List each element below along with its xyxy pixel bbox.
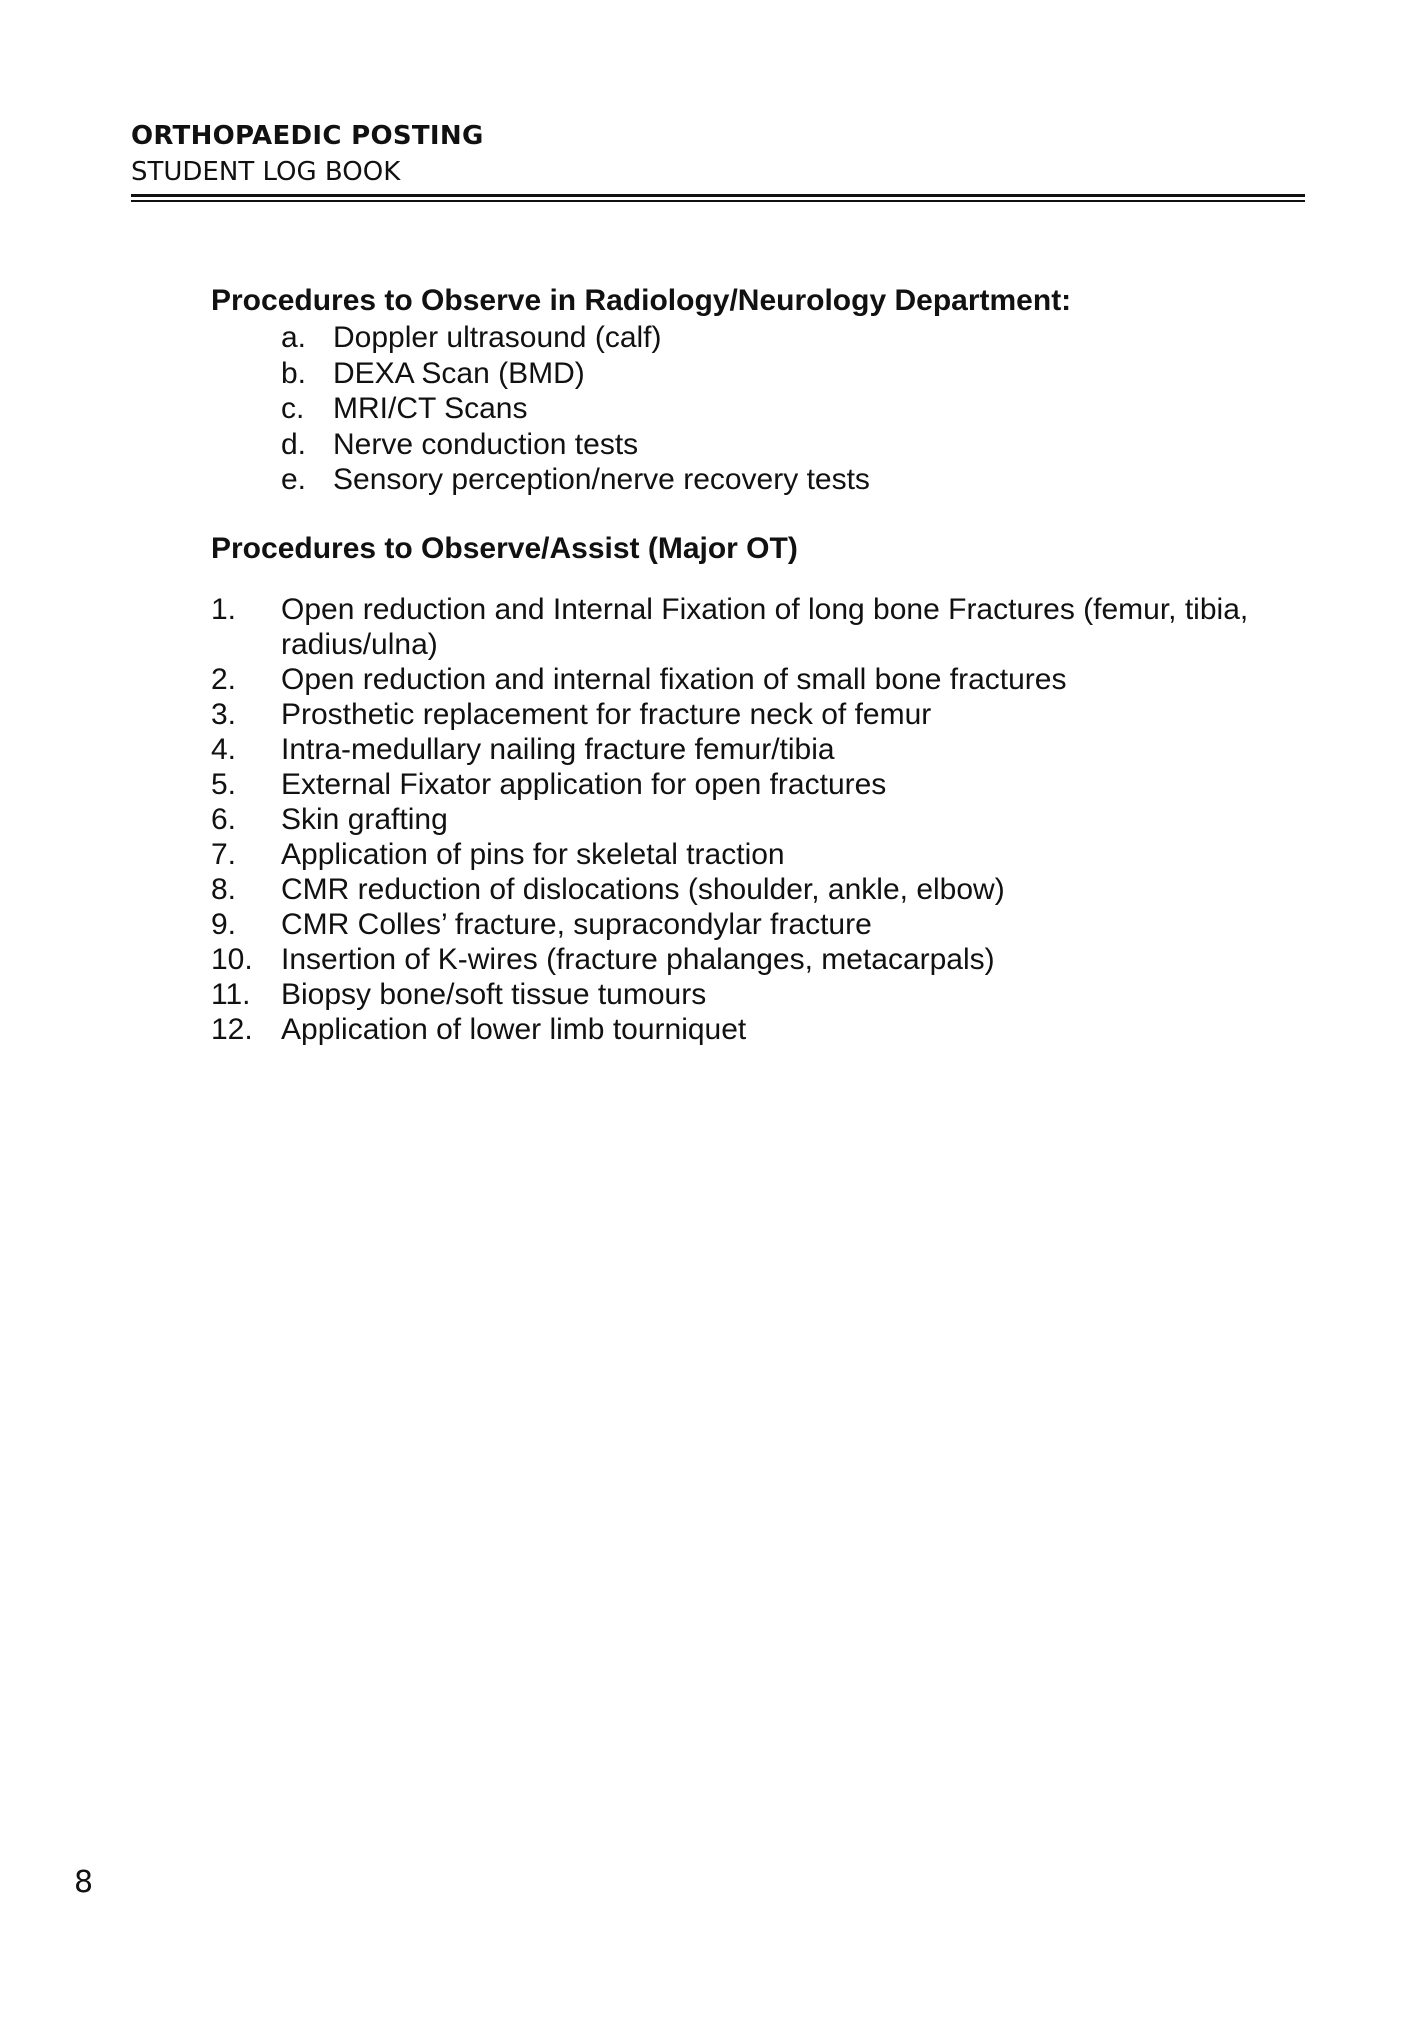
list-marker: 4.: [211, 732, 237, 766]
list-item-text: Doppler ultrasound (calf): [333, 321, 662, 354]
list-item: [281, 320, 1311, 356]
list-item: [211, 907, 1311, 942]
list-item: [211, 872, 1311, 907]
list-item: [211, 697, 1311, 732]
list-marker: c.: [281, 392, 305, 425]
list-marker: 7.: [211, 837, 237, 871]
list-marker: 5.: [211, 767, 237, 801]
header-title: ORTHOPAEDIC POSTING: [131, 121, 484, 151]
header-rule-thick: [131, 194, 1305, 197]
list-marker: 8.: [211, 872, 237, 906]
major-ot-procedure-list: [211, 592, 1311, 1047]
list-marker: 1.: [211, 592, 237, 626]
page-content: [211, 282, 1311, 1047]
list-item-text: Skin grafting: [281, 802, 448, 836]
list-item: [211, 732, 1311, 767]
list-item-text: Application of pins for skeletal traction: [281, 837, 785, 871]
list-marker: 2.: [211, 662, 237, 696]
list-item-text: Insertion of K-wires (fracture phalanges, metacarpals): [281, 942, 995, 976]
list-item: [211, 942, 1311, 977]
list-marker: 3.: [211, 697, 237, 731]
list-item-text: Intra-medullary nailing fracture femur/tibia: [281, 732, 835, 766]
list-item: [281, 391, 1311, 427]
list-marker: 12.: [211, 1012, 253, 1046]
list-item-text: Biopsy bone/soft tissue tumours: [281, 977, 707, 1011]
list-item: [281, 356, 1311, 392]
major-ot-section-heading: Procedures to Observe/Assist (Major OT): [211, 531, 798, 565]
list-item: [281, 462, 1311, 498]
list-item: [211, 802, 1311, 837]
list-marker: d.: [281, 427, 307, 461]
list-item-text: Open reduction and Internal Fixation of long bone Fractures (femur, tibia, radius/ulna): [281, 592, 1249, 661]
radiology-section-heading: Procedures to Observe in Radiology/Neurology Department:: [211, 284, 1072, 317]
list-marker: 11.: [211, 977, 251, 1011]
list-item-text: Sensory perception/nerve recovery tests: [333, 463, 870, 496]
page-header: [131, 118, 1305, 202]
list-item: [211, 767, 1311, 802]
header-rule-thin: [131, 200, 1305, 202]
list-item-text: Application of lower limb tourniquet: [281, 1012, 747, 1046]
list-marker: 6.: [211, 802, 237, 836]
list-item: [211, 837, 1311, 872]
list-item-text: Open reduction and internal fixation of small bone fractures: [281, 662, 1067, 696]
list-item-text: CMR Colles’ fracture, supracondylar fracture: [281, 907, 872, 941]
list-item-text: Prosthetic replacement for fracture neck of femur: [281, 697, 932, 731]
section-spacer: [211, 498, 1311, 530]
list-item: [211, 1012, 1311, 1047]
list-item-text: MRI/CT Scans: [333, 392, 528, 425]
list-item-text: CMR reduction of dislocations (shoulder, ankle, elbow): [281, 872, 1005, 906]
list-item-text: DEXA Scan (BMD): [333, 356, 585, 390]
list-item: [211, 662, 1311, 697]
list-marker: 10.: [211, 942, 253, 976]
radiology-procedure-list: [211, 320, 1311, 498]
list-marker: e.: [281, 463, 307, 496]
list-item: [281, 427, 1311, 463]
section-spacer: [211, 568, 1311, 592]
list-item: [211, 592, 1311, 662]
list-marker: a.: [281, 321, 307, 354]
list-marker: b.: [281, 356, 307, 390]
list-item: [211, 977, 1311, 1012]
list-item-text: Nerve conduction tests: [333, 427, 639, 461]
header-subtitle: STUDENT LOG BOOK: [131, 157, 401, 187]
page-number: 8: [74, 1865, 94, 1900]
list-marker: 9.: [211, 907, 237, 941]
list-item-text: External Fixator application for open fractures: [281, 767, 887, 801]
